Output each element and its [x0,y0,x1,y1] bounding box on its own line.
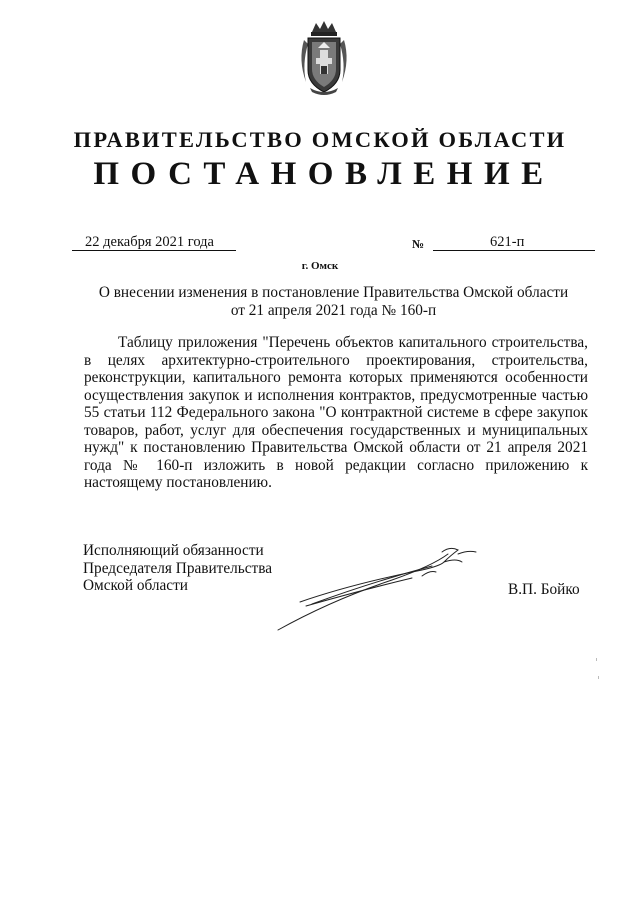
signer-position-line-1: Исполняющий обязанности [83,542,264,559]
scan-mark [596,658,597,661]
document-type-title: ПОСТАНОВЛЕНИЕ [93,156,555,192]
signer-name: В.П. Бойко [508,581,580,598]
document-number: 621-п [433,234,595,251]
body-paragraph: Таблицу приложения "Перечень объектов капитального строительства, в целях архитектурно-строительного проектирования, строительства, реконструкции, капитального ремонта которых применяются особенности осуществления закупок и исполнения контрактов, предусмотренные частью 55 статьи 112 Федерального закона "О контрактной системе в сфере закупок товаров, работ, услуг для обеспечения государственных и муниципальных нужд" к постановлению Правительства Омской области от 21 апреля 2021 года № 160-п изложить в новой редакции согласно приложению к настоящему постановлению. [84,334,588,491]
handwritten-signature-icon [272,540,482,635]
city-label: г. Омск [301,260,339,272]
subject-line-2: от 21 апреля 2021 года № 160-п [230,301,437,319]
organization-title: ПРАВИТЕЛЬСТВО ОМСКОЙ ОБЛАСТИ [73,127,567,152]
signer-position [83,542,283,595]
document-subject [90,284,577,319]
subject-line-1: О внесении изменения в постановление Правительства Омской области [98,284,569,301]
signer-position-line-2: Председателя Правительства [83,559,273,577]
number-sign: № [412,237,425,251]
signer-position-line-3: Омской области [83,577,188,594]
document-date: 22 декабря 2021 года [72,234,236,251]
coat-of-arms-emblem-icon [296,20,352,96]
scan-mark [598,676,599,679]
